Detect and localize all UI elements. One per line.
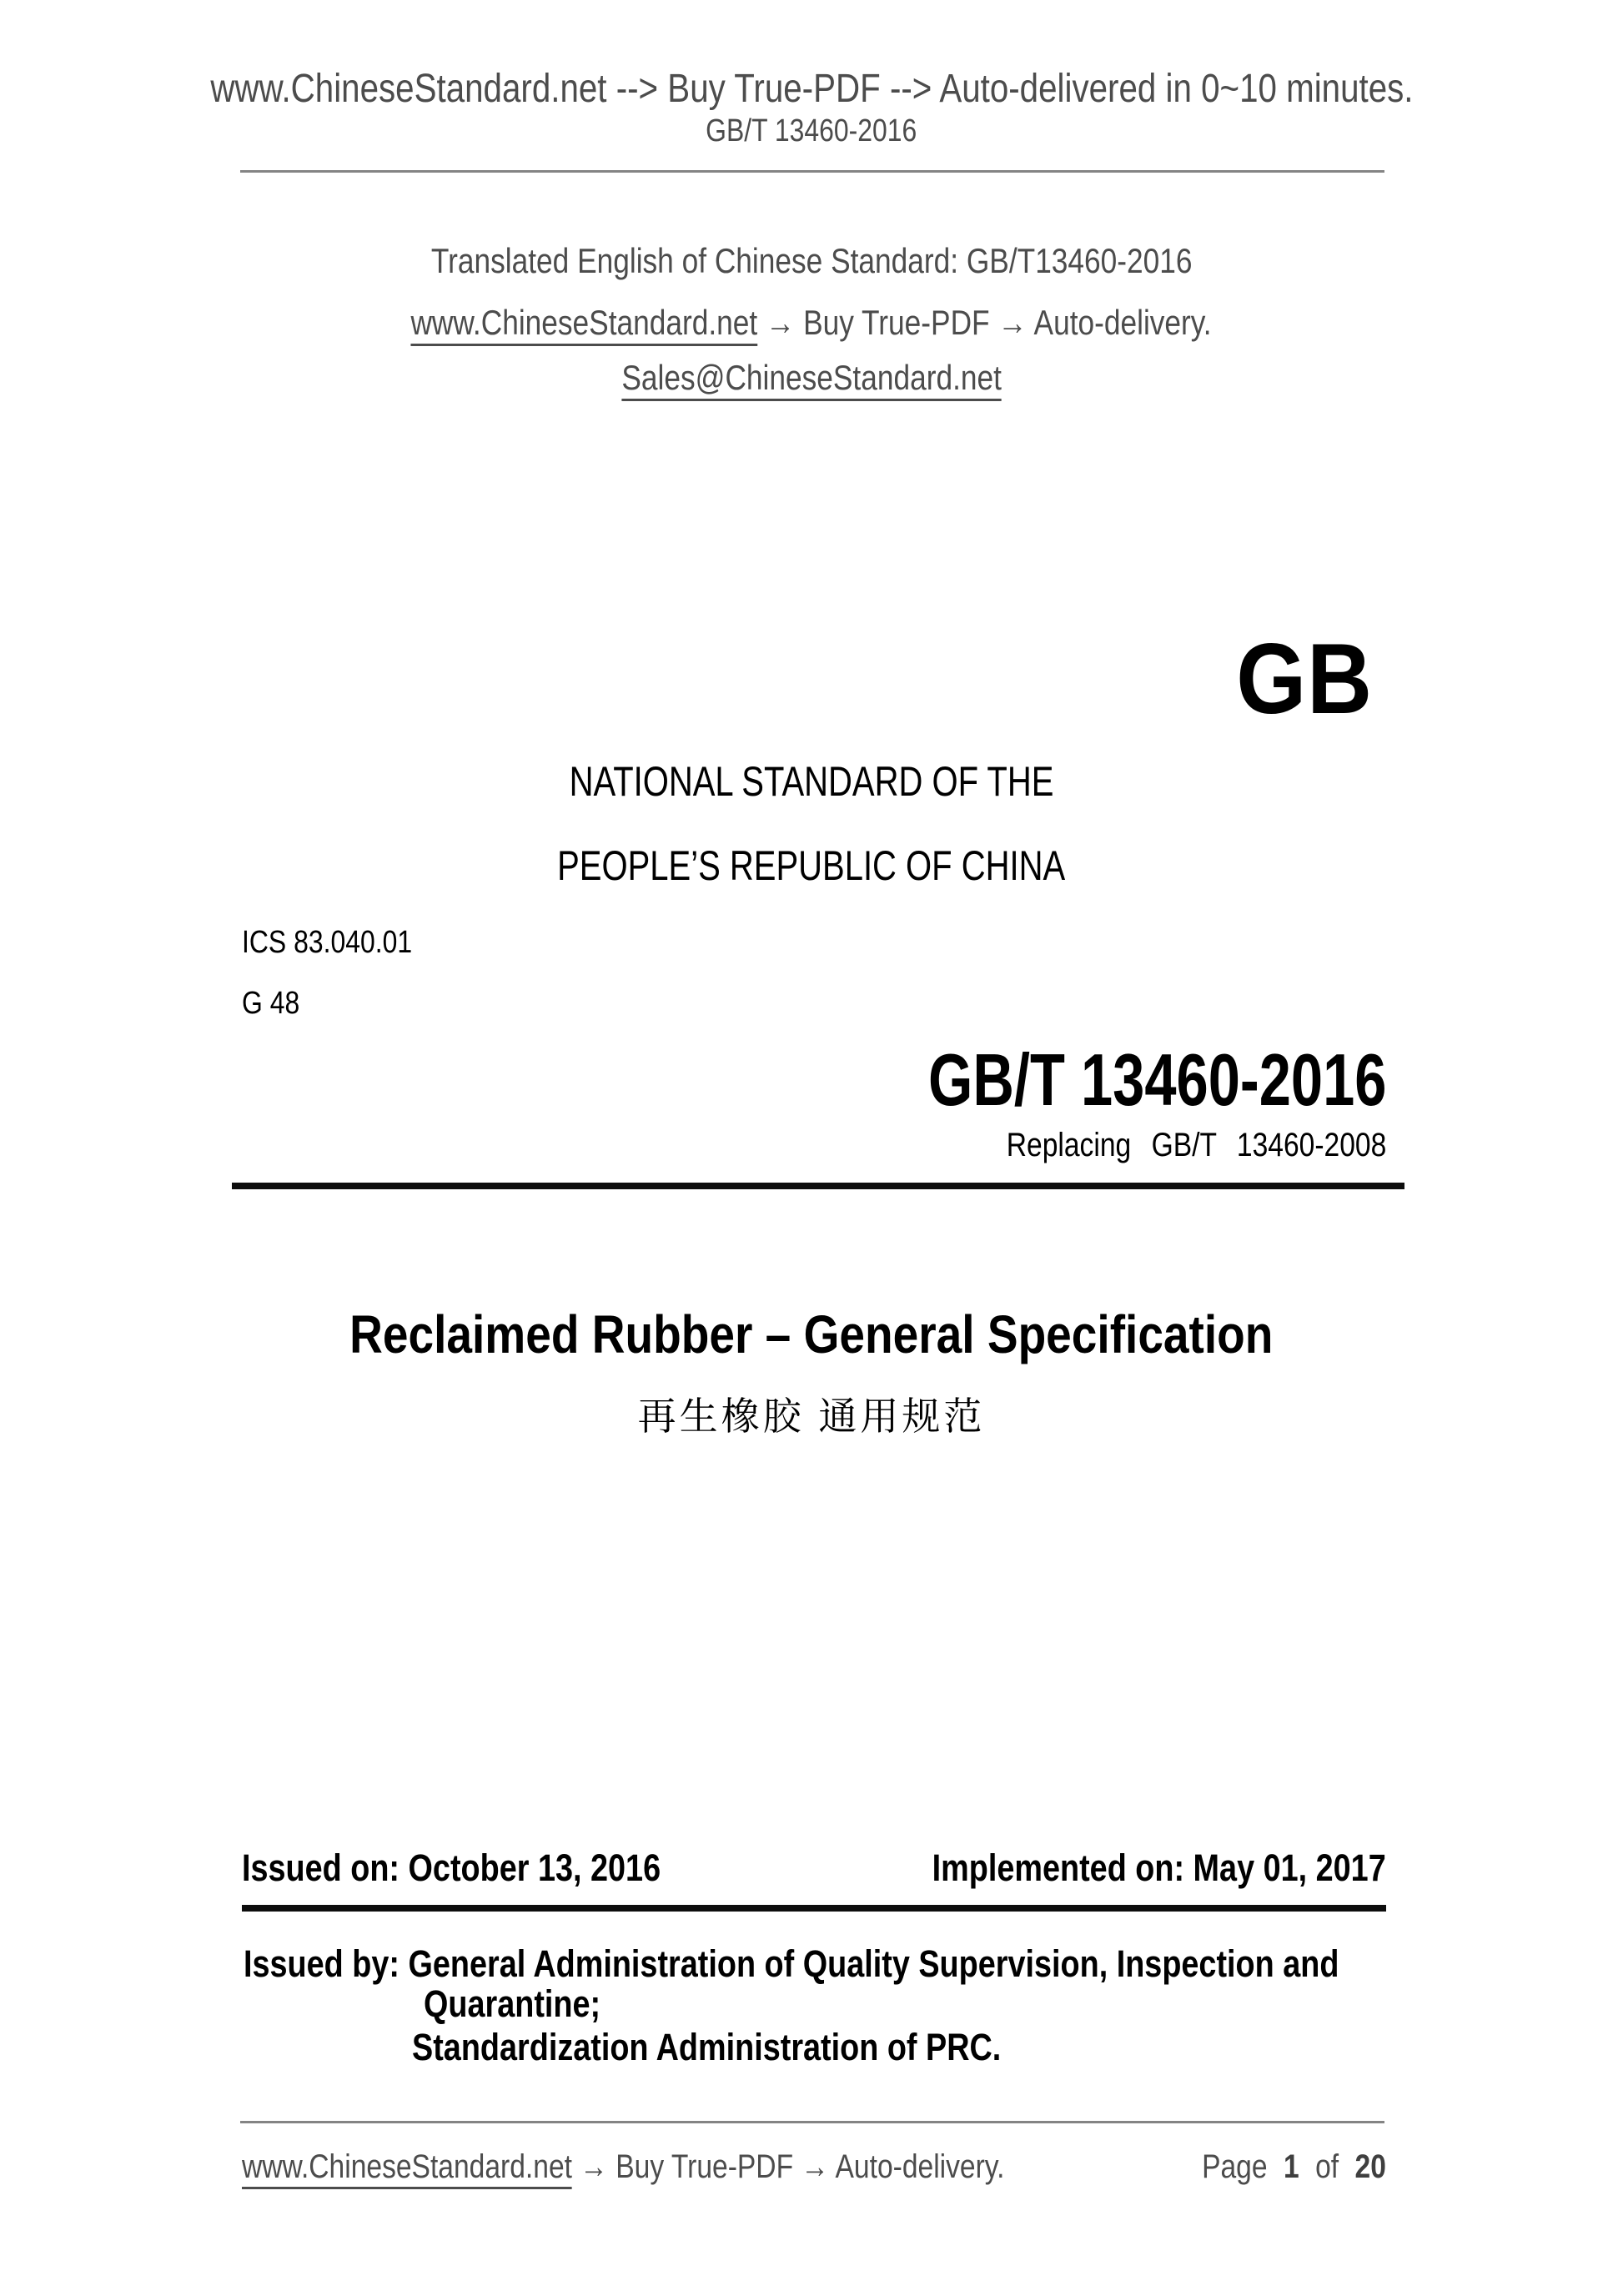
document-title-zh: 再生橡胶 通用规范 <box>637 1394 986 1438</box>
dates-divider <box>242 1905 1386 1912</box>
category-code <box>242 987 310 1019</box>
replacing-note-text: Replacing GB/T 13460-2008 <box>1006 1127 1386 1163</box>
national-standard-line2 <box>0 842 1623 889</box>
national-standard-line2-text: PEOPLE’S REPUBLIC OF CHINA <box>557 842 1066 889</box>
issued-date <box>242 1846 741 1889</box>
issuer-line3 <box>412 2028 1113 2066</box>
issuer-line3-text: Standardization Administration of PRC. <box>412 2026 1002 2068</box>
replacing-note <box>934 1128 1386 1162</box>
issued-date-text: Issued on: October 13, 2016 <box>242 1846 661 1889</box>
standard-number-divider <box>232 1183 1404 1189</box>
page-indicator-wrap <box>1202 2150 1386 2183</box>
of-label: of <box>1315 2148 1339 2185</box>
category-code-text: G 48 <box>242 986 300 1021</box>
national-standard-line1 <box>0 758 1623 805</box>
site-link[interactable]: www.ChineseStandard.net <box>411 303 758 346</box>
gb-logo-text: GB <box>1236 623 1373 735</box>
footer-site-rest: → Buy True-PDF → Auto-delivery. <box>571 2148 1005 2185</box>
header-doc-code-text: GB/T 13460-2016 <box>706 113 917 148</box>
implemented-date <box>846 1846 1386 1889</box>
document-title-en <box>0 1304 1623 1364</box>
document-title-en-text: Reclaimed Rubber – General Specification <box>349 1304 1274 1364</box>
page-number: 1 <box>1284 2148 1299 2185</box>
ics-code-text: ICS 83.040.01 <box>242 925 413 960</box>
issuer-line2-text: Quarantine; <box>424 1982 601 2025</box>
header-tagline-text: www.ChineseStandard.net --> Buy True-PDF --> Auto-delivered in 0~10 minutes. <box>209 67 1414 111</box>
header-doc-code <box>0 115 1623 147</box>
sales-email-line <box>0 360 1623 395</box>
page-indicator <box>1167 2150 1386 2183</box>
footer-site-wrap <box>242 2150 1004 2183</box>
footer-site-link[interactable]: www.ChineseStandard.net <box>242 2148 572 2189</box>
issuer-line2 <box>424 1982 635 2025</box>
implemented-date-text: Implemented on: May 01, 2017 <box>932 1846 1386 1889</box>
standard-number-text: GB/T 13460-2016 <box>927 1038 1386 1121</box>
page-total: 20 <box>1354 2148 1386 2185</box>
page-label: Page <box>1202 2148 1268 2185</box>
ics-code <box>242 927 445 958</box>
sales-email-wrap <box>621 360 1002 395</box>
sales-email-link[interactable]: Sales@ChineseStandard.net <box>621 358 1002 401</box>
issuer-line1 <box>244 1942 1548 1985</box>
header-tagline <box>0 69 1623 109</box>
header-divider <box>240 170 1384 173</box>
buy-pdf-rest: → Buy True-PDF → Auto-delivery. <box>757 303 1213 342</box>
buy-pdf-line <box>0 305 1623 340</box>
buy-pdf-line-text <box>411 305 1212 340</box>
footer-divider <box>240 2121 1384 2123</box>
issuer-line1-text: Issued by: General Administration of Quality Supervision, Inspection and <box>244 1942 1339 1985</box>
standard-number <box>799 1038 1386 1121</box>
gb-logo <box>1221 623 1373 735</box>
footer-site-line <box>242 2150 1150 2183</box>
national-standard-line1-text: NATIONAL STANDARD OF THE <box>569 758 1054 805</box>
translated-notice <box>0 241 1623 280</box>
translated-notice-text: Translated English of Chinese Standard: GB/T13460-2016 <box>430 241 1193 280</box>
